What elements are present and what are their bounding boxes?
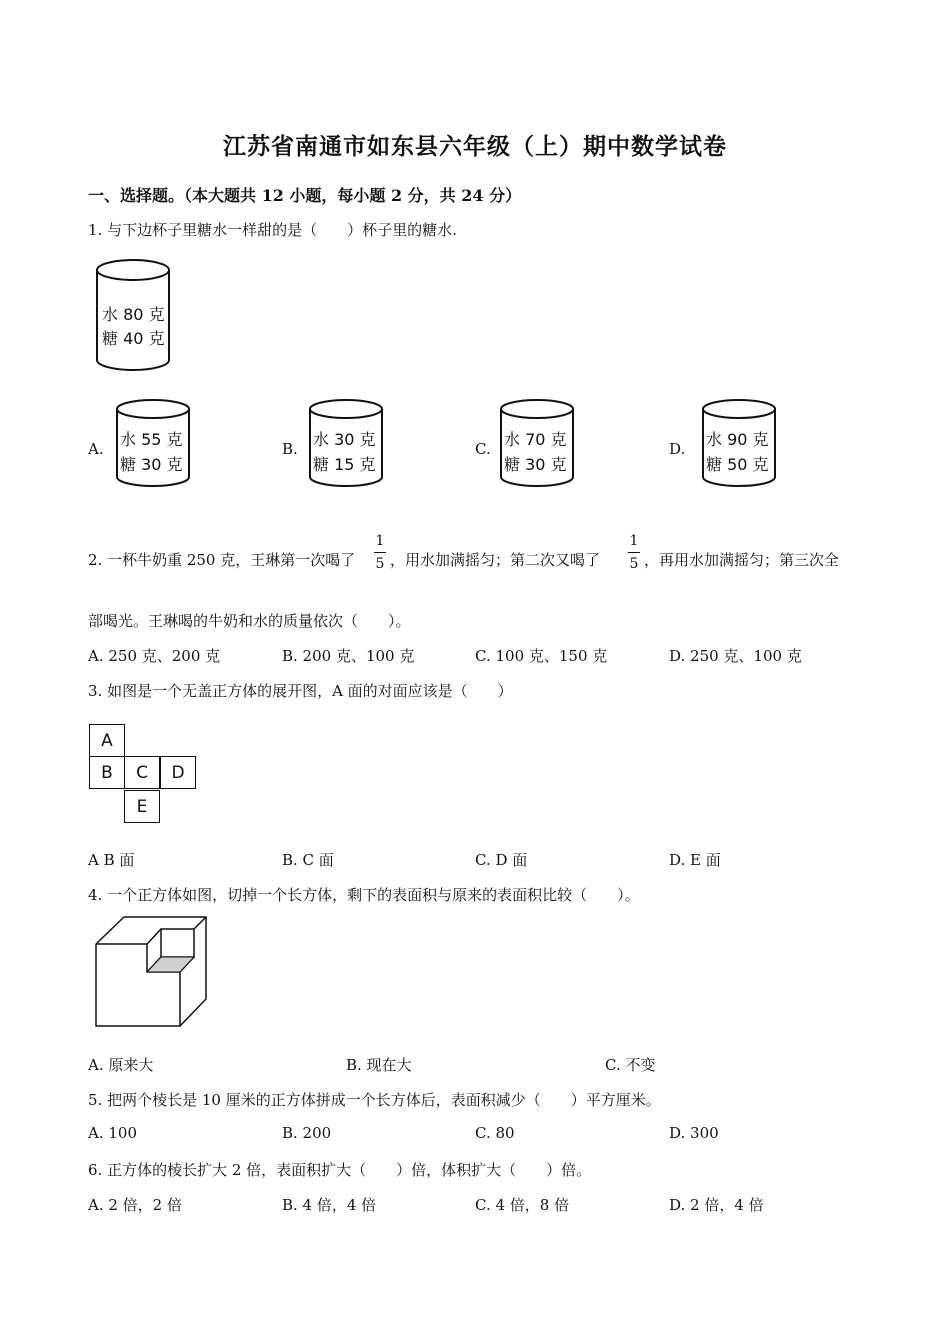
q5-option-b[interactable]: B. 200 <box>282 1124 332 1142</box>
cup-line1: 水 90 克 <box>706 430 769 449</box>
q4-option-c[interactable]: C. 不变 <box>605 1056 656 1074</box>
net-face-b: B <box>89 756 125 789</box>
fraction-numerator: 1 <box>375 533 385 549</box>
net-face-a: A <box>89 724 125 757</box>
q1-option-b-label: B. <box>282 440 298 458</box>
q3-option-c[interactable]: C. D 面 <box>475 851 528 869</box>
q1-option-b-cup[interactable] <box>305 397 387 489</box>
q6-option-c[interactable]: C. 4 倍，8 倍 <box>475 1196 570 1214</box>
q6-option-b[interactable]: B. 4 倍，4 倍 <box>282 1196 377 1214</box>
q5-option-c[interactable]: C. 80 <box>475 1124 515 1142</box>
question-2-line2: 部喝光。王琳喝的牛奶和水的质量依次（ ）。 <box>88 612 411 630</box>
net-face-d: D <box>160 756 196 789</box>
question-6-text: 6. 正方体的棱长扩大 2 倍，表面积扩大（ ）倍，体积扩大（ ）倍。 <box>88 1161 592 1179</box>
net-face-c: C <box>124 756 160 789</box>
q2-option-c[interactable]: C. 100 克、150 克 <box>475 647 608 665</box>
q4-option-a[interactable]: A. 原来大 <box>88 1056 154 1074</box>
section-heading: 一、选择题。（本大题共 12 小题，每小题 2 分，共 24 分） <box>88 186 522 205</box>
q2-option-a[interactable]: A. 250 克、200 克 <box>88 647 221 665</box>
question-4-text: 4. 一个正方体如图，切掉一个长方体，剩下的表面积与原来的表面积比较（ ）。 <box>88 886 640 904</box>
q1-option-a-cup[interactable] <box>112 397 194 489</box>
question-2-part2: ，用水加满摇匀；第二次又喝了 <box>390 551 601 569</box>
q4-option-b[interactable]: B. 现在大 <box>346 1056 412 1074</box>
q3-option-b[interactable]: B. C 面 <box>282 851 334 869</box>
question-2-part3: ，再用水加满摇匀；第三次全 <box>644 551 840 569</box>
q1-option-d-label: D. <box>669 440 686 458</box>
question-3-text: 3. 如图是一个无盖正方体的展开图，A 面的对面应该是（ ） <box>88 682 513 700</box>
cup-line1: 水 30 克 <box>313 430 376 449</box>
q6-option-d[interactable]: D. 2 倍，4 倍 <box>669 1196 764 1214</box>
fraction-numerator: 1 <box>629 533 639 549</box>
net-face-e: E <box>124 790 160 823</box>
main-cup-line1: 水 80 克 <box>102 305 165 324</box>
main-cup <box>92 256 174 374</box>
question-5-text: 5. 把两个棱长是 10 厘米的正方体拼成一个长方体后，表面积减少（ ）平方厘米。 <box>88 1091 661 1109</box>
cup-line2: 糖 15 克 <box>313 455 376 474</box>
fraction-one-fifth <box>374 533 386 572</box>
cup-line2: 糖 50 克 <box>706 455 769 474</box>
q1-option-d-cup[interactable] <box>698 397 780 489</box>
cup-line1: 水 70 克 <box>504 430 567 449</box>
q2-option-b[interactable]: B. 200 克、100 克 <box>282 647 415 665</box>
cup-line2: 糖 30 克 <box>120 455 183 474</box>
main-cup-line2: 糖 40 克 <box>102 329 165 348</box>
fraction-denominator: 5 <box>375 556 385 572</box>
q5-option-d[interactable]: D. 300 <box>669 1124 719 1142</box>
q3-option-d[interactable]: D. E 面 <box>669 851 721 869</box>
q1-option-c-cup[interactable] <box>496 397 578 489</box>
q1-option-c-label: C. <box>475 440 491 458</box>
q1-option-a-label: A. <box>88 440 104 458</box>
q6-option-a[interactable]: A. 2 倍，2 倍 <box>88 1196 182 1214</box>
fraction-denominator: 5 <box>629 556 639 572</box>
question-2-part1: 2. 一杯牛奶重 250 克，王琳第一次喝了 <box>88 551 356 569</box>
cube-icon <box>94 914 212 1030</box>
q2-option-d[interactable]: D. 250 克、100 克 <box>669 647 802 665</box>
question-1-text: 1. 与下边杯子里糖水一样甜的是（ ）杯子里的糖水. <box>88 221 457 239</box>
cut-cube-figure <box>94 914 212 1034</box>
cup-line1: 水 55 克 <box>120 430 183 449</box>
q3-option-a[interactable]: A B 面 <box>88 851 135 869</box>
page-title: 江苏省南通市如东县六年级（上）期中数学试卷 <box>223 133 727 160</box>
q5-option-a[interactable]: A. 100 <box>88 1124 137 1142</box>
fraction-one-fifth <box>628 533 640 572</box>
cup-line2: 糖 30 克 <box>504 455 567 474</box>
